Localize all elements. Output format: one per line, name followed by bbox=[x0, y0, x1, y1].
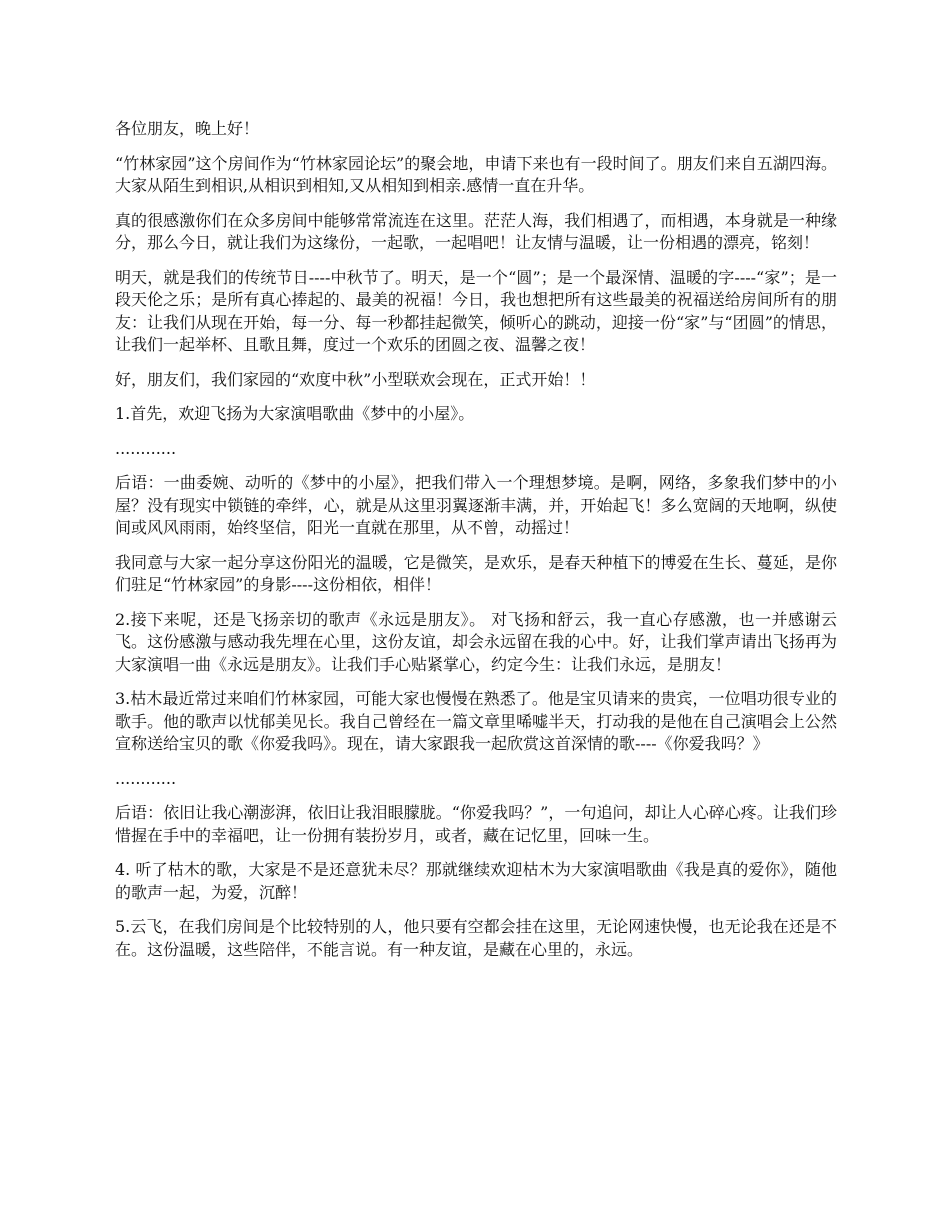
paragraph-gratitude: 真的很感激你们在众多房间中能够常常流连在这里。茫茫人海，我们相遇了，而相遇，本身就是一种缘分，那么今日，就让我们为这缘份，一起歌，一起唱吧！让友情与温暖，让一份相遇的漂亮，铭刻！ bbox=[115, 210, 837, 252]
paragraph-ellipsis-2: ............ bbox=[115, 768, 177, 788]
paragraph-room-intro: “竹林家园”这个房间作为“竹林家园论坛”的聚会地，申请下来也有一段时间了。朋友们来自五湖四海。大家从陌生到相识,从相识到相知,又从相知到相亲.感情一直在升华。 bbox=[115, 153, 837, 195]
paragraph-greeting: 各位朋友，晚上好！ bbox=[115, 119, 260, 138]
paragraph-afterword-2: 后语：依旧让我心潮澎湃，依旧让我泪眼朦胧。“你爱我吗？”，一句追问，却让人心碎心疼。让我们珍惜握在手中的幸福吧，让一份拥有装扮岁月，或者，藏在记忆里，回味一生。 bbox=[115, 803, 837, 845]
paragraph-opening: 好，朋友们，我们家园的“欢度中秋”小型联欢会现在，正式开始！！ bbox=[115, 369, 596, 389]
paragraph-mid-autumn: 明天，就是我们的传统节日----中秋节了。明天，是一个“圆”；是一个最深情、温暖的字----“家”；是一段天伦之乐；是所有真心捧起的、最美的祝福！今日，我也想把所有这些最美的祝福送给房间所有的朋友：让我们从现在开始，每一分、每一秒都挂起微笑，倾听心的跳动，迎接一份“家”与“团圆”的情思，让我们一起举杯、且歌且舞，度过一个欢乐的团圆之夜、温馨之夜！ bbox=[115, 267, 837, 354]
paragraph-item-5: 5.云飞，在我们房间是个比较特别的人，他只要有空都会挂在这里，无论网速快慢，也无论我在还是不在。这份温暖，这些陪伴，不能言说。有一种友谊，是藏在心里的，永远。 bbox=[115, 917, 837, 959]
paragraph-item-1: 1.首先，欢迎飞扬为大家演唱歌曲《梦中的小屋》。 bbox=[115, 404, 475, 423]
paragraph-share-warmth: 我同意与大家一起分享这份阳光的温暖，它是微笑，是欢乐，是春天种植下的博爱在生长、蔓延，是你们驻足“竹林家园”的身影----这份相依，相伴！ bbox=[115, 552, 837, 594]
paragraph-item-3: 3.枯木最近常过来咱们竹林家园，可能大家也慢慢在熟悉了。他是宝贝请来的贵宾，一位唱功很专业的歌手。他的歌声以忧郁美见长。我自己曾经在一篇文章里唏嘘半天，打动我的是他在自己演唱会上公然宣称送给宝贝的歌《你爱我吗》。现在，请大家跟我一起欣赏这首深情的歌----《你爱我吗？》 bbox=[115, 689, 837, 753]
paragraph-item-4: 4. 听了枯木的歌，大家是不是还意犹未尽？那就继续欢迎枯木为大家演唱歌曲《我是真的爱你》，随他的歌声一起，为爱，沉醉！ bbox=[115, 860, 837, 902]
document-body bbox=[115, 118, 837, 973]
paragraph-item-2: 2.接下来呢，还是飞扬亲切的歌声《永远是朋友》。 对飞扬和舒云，我一直心存感激，也一并感谢云飞。这份感激与感动我先埋在心里，这份友谊，却会永远留在我的心中。好，让我们掌声请出飞扬再为大家演唱一曲《永远是朋友》。让我们手心贴紧掌心，约定今生：让我们永远，是朋友！ bbox=[115, 609, 837, 674]
paragraph-ellipsis-1: ............ bbox=[115, 438, 177, 458]
paragraph-afterword-1: 后语：一曲委婉、动听的《梦中的小屋》，把我们带入一个理想梦境。是啊，网络，多象我们梦中的小屋？没有现实中锁链的牵绊，心，就是从这里羽翼逐渐丰满，并，开始起飞！多么宽阔的天地啊，纵使间或风风雨雨，始终坚信，阳光一直就在那里，从不曾，动摇过！ bbox=[115, 473, 837, 537]
